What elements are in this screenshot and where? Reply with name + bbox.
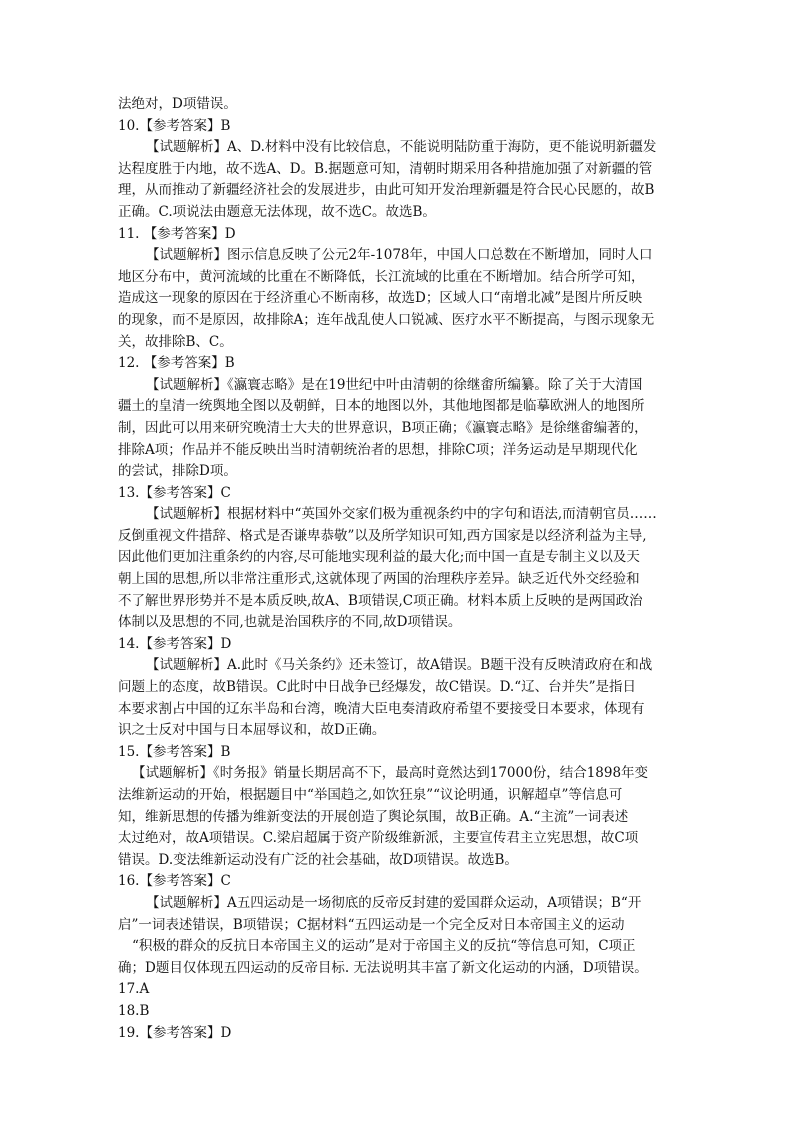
text-line: 的现象，而不是原因，故排除A；连年战乱使人口锐减、医疗水平不断提高，与图示现象无 [118, 311, 655, 328]
text-line: 的尝试，排除D项。 [118, 463, 237, 480]
text-line: 17.A [118, 981, 150, 998]
text-line: 19.【参考答案】D [118, 1024, 232, 1041]
text-line: 知，维新思想的传播为维新变法的开展创造了舆论氛围，故B正确。A.“主流”一词表述 [118, 808, 629, 825]
text-line: “积极的群众的反抗日本帝国主义的运动”是对于帝国主义的反抗“等信息可知，C项正 [132, 938, 636, 955]
text-line: 【试题解析】A、D.材料中没有比较信息，不能说明陆防重于海防，更不能说明新疆发 [146, 139, 657, 156]
text-line: 理，从而推动了新疆经济社会的发展进步，由此可知开发治理新疆是符合民心民愿的，故B [118, 182, 655, 199]
text-line: 本要求割占中国的辽东半岛和台湾，晚清大臣电奏清政府希望不要接受日本要求，体现有 [118, 700, 645, 717]
text-line: 反倒重视文件措辞、格式是否谦卑恭敬”以及所学知识可知,西方国家是以经济利益为主导, [118, 527, 647, 544]
text-line: 启”一词表述错误，B项错误；C据材料“五四运动是一个完全反对日本帝国主义的运动 [118, 916, 625, 933]
text-line: 关，故排除B、C。 [118, 333, 233, 350]
text-line: 15.【参考答案】B [118, 743, 231, 760]
text-line: 法维新运动的开始，根据题目中“举国趋之,如饮狂泉”“议论明通，识解超卓”等信息可 [118, 787, 623, 803]
text-line: 10.【参考答案】B [118, 117, 231, 134]
text-line: 因此他们更加注重条约的内容,尽可能地实现利益的最大化;而中国一直是专制主义以及天 [118, 549, 640, 566]
text-line: 【试题解析】A五四运动是一场彻底的反帝反封建的爱国群众运动，A项错误；B“开 [146, 894, 642, 911]
text-line: 18.B [118, 1002, 150, 1019]
text-line: 12. 【参考答案】B [118, 355, 235, 372]
text-line: 制，因此可以用来研究晚清士大夫的世界意识，B项正确；《瀛寰志略》是徐继畬编著的， [118, 419, 648, 436]
text-line: 造成这一现象的原因在于经济重心不断南移，故选D；区域人口“南增北减”是图片所反映 [118, 290, 643, 307]
text-line: 确；D题目仅体现五四运动的反帝目标. 无法说明其丰富了新文化运动的内涵，D项错误。 [118, 959, 648, 976]
text-line: 法绝对，D项错误。 [118, 96, 237, 112]
text-line: 问题上的态度，故B错误。C此时中日战争已经爆发，故C错误。D.“辽、台并失”是指日 [118, 679, 637, 696]
text-line: 11. 【参考答案】D [118, 225, 236, 242]
text-line: 达程度胜于内地，故不选A、D。B.据题意可知，清朝时期采用各种措施加强了对新疆的管 [118, 160, 653, 177]
text-line: 排除A项；作品并不能反映出当时清朝统治者的思想，排除C项；洋务运动是早期现代化 [118, 441, 638, 458]
text-line: 13.【参考答案】C [118, 484, 231, 501]
text-line: 14.【参考答案】D [118, 635, 232, 652]
text-line: 16.【参考答案】C [118, 873, 231, 890]
text-line: 【试题解析】《时务报》销量长期居高不下，最高时竟然达到17000份，结合1898年变 [132, 765, 649, 782]
text-line: 【试题解析】《瀛寰志略》是在19世纪中叶由清朝的徐继畬所编纂。除了关于大清国 [146, 376, 643, 393]
text-line: 【试题解析】图示信息反映了公元2年-1078年，中国人口总数在不断增加，同时人口 [146, 247, 653, 264]
text-line: 正确。C.项说法由题意无法体现，故不选C。故选B。 [118, 203, 436, 220]
text-line: 错误。D.变法维新运动没有广泛的社会基础，故D项错误。故选B。 [118, 851, 518, 868]
text-line: 不了解世界形势并不是本质反映,故A、B项错误,C项正确。材料本质上反映的是两国政治 [118, 592, 643, 609]
text-line: 【试题解析】A.此时《马关条约》还未签订，故A错误。B题干没有反映清政府在和战 [146, 657, 653, 674]
text-line: 识之士反对中国与日本屈辱议和，故D正确。 [118, 722, 386, 739]
text-line: 疆土的皇清一统舆地全图以及朝鲜，日本的地图以外，其他地图都是临摹欧洲人的地图所 [118, 398, 645, 415]
text-line: 朝上国的思想,所以非常注重形式,这就体现了两国的治理秩序差异。缺乏近代外交经验和 [118, 571, 640, 588]
text-line: 体制以及思想的不同,也就是治国秩序的不同,故D项错误。 [118, 614, 462, 631]
text-line: 【试题解析】根据材料中“英国外交家们极为重视条约中的字句和语法,而清朝官员…… [146, 506, 657, 523]
text-line: 地区分布中，黄河流域的比重在不断降低，长江流域的比重在不断增加。结合所学可知， [118, 268, 645, 285]
text-line: 太过绝对，故A项错误。C.梁启超属于资产阶级维新派，主要宣传君主立宪思想，故C项 [118, 830, 639, 847]
